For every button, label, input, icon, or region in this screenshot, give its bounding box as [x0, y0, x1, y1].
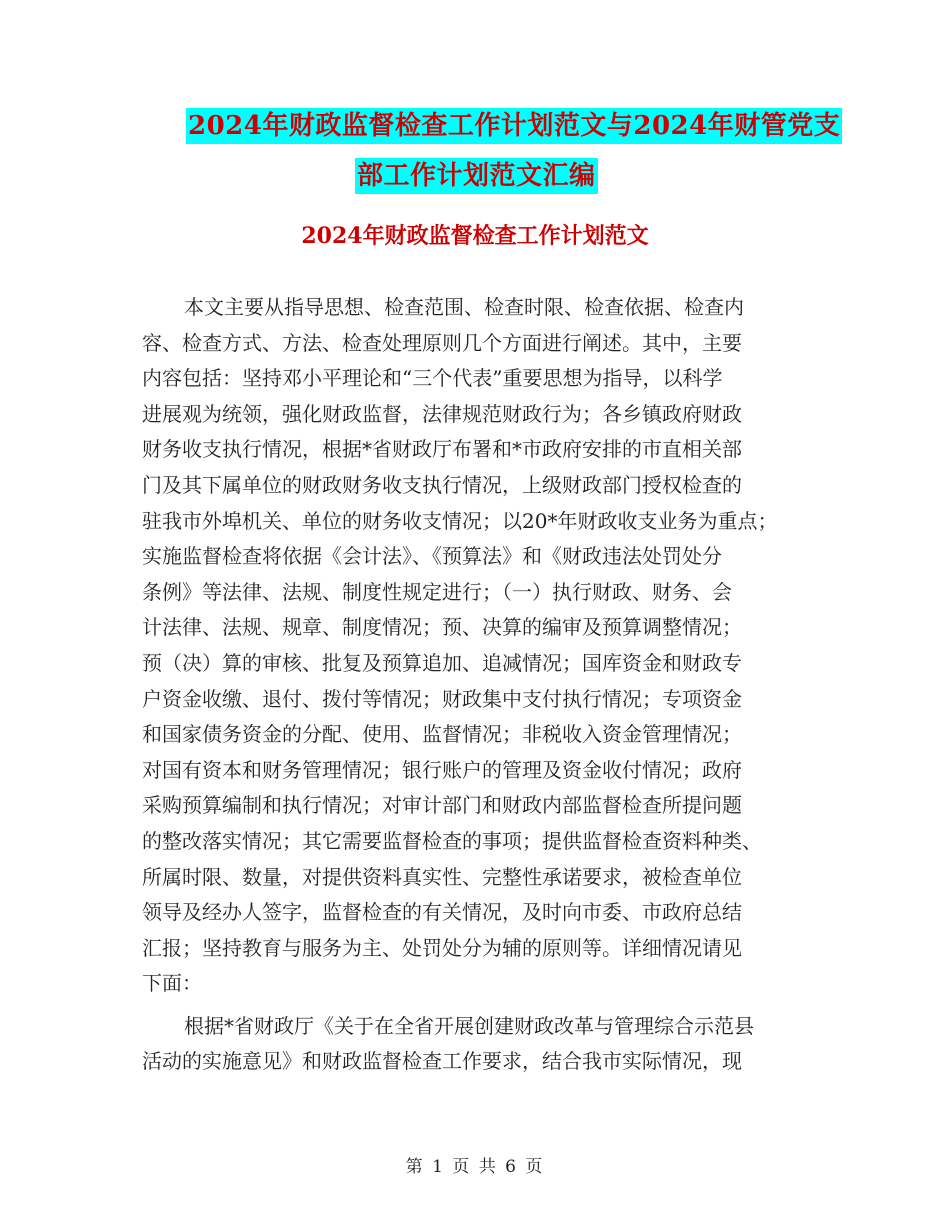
- text-line: 根据*省财政厅《关于在全省开展创建财政改革与管理综合示范县: [184, 1013, 754, 1038]
- body-text: [142, 290, 818, 1080]
- text-line: 活动的实施意见》和财政监督检查工作要求，结合我市实际情况，现: [142, 1049, 742, 1074]
- text-line: 实施监督检查将依据《会计法》、《预算法》和《财政违法处罚处分: [142, 544, 722, 569]
- text-line: 条例》等法律、法规、制度性规定进行；（一）执行财政、财务、会: [142, 579, 732, 604]
- text-line: 对国有资本和财务管理情况；银行账户的管理及资金收付情况；政府: [142, 757, 742, 782]
- text-line: 采购预算编制和执行情况；对审计部门和财政内部监督检查所提问题: [142, 793, 742, 818]
- text-line: 本文主要从指导思想、检查范围、检查时限、检查依据、检查内: [184, 295, 744, 319]
- text-line: 门及其下属单位的财政财务收支执行情况，上级财政部门授权检查的: [142, 472, 742, 497]
- text-line: 下面：: [142, 971, 202, 996]
- text-line: 进展观为统领，强化财政监督，法律规范财政行为；各乡镇政府财政: [142, 401, 742, 426]
- page-footer: 第 1 页 共 6 页: [405, 1157, 545, 1177]
- text-line: 户资金收缴、退付、拨付等情况；财政集中支付执行情况；专项资金: [142, 686, 742, 711]
- title-line-2: 部工作计划范文汇编: [355, 158, 598, 194]
- text-line: 驻我市外埠机关、单位的财务收支情况；以20*年财政收支业务为重点；: [142, 508, 778, 533]
- text-line: 所属时限、数量，对提供资料真实性、完整性承诺要求，被检查单位: [142, 864, 742, 889]
- text-line: 汇报；坚持教育与服务为主、处罚处分为辅的原则等。详细情况请见: [142, 935, 742, 960]
- text-line: 的整改落实情况；其它需要监督检查的事项；提供监督检查资料种类、: [142, 828, 762, 853]
- text-line: 财务收支执行情况，根据*省财政厅布署和*市政府安排的市直相关部: [142, 437, 742, 462]
- text-line: 预（决）算的审核、批复及预算追加、追减情况；国库资金和财政专: [142, 650, 742, 675]
- text-line: 内容包括：坚持邓小平理论和“三个代表”重要思想为指导，以科学: [142, 366, 723, 391]
- paragraph-1: [142, 290, 818, 1002]
- text-line: 领导及经办人签字，监督检查的有关情况，及时向市委、市政府总结: [142, 900, 742, 925]
- text-line: 容、检查方式、方法、检查处理原则几个方面进行阐述。其中，主要: [142, 330, 742, 355]
- text-line: 计法律、法规、规章、制度情况；预、决算的编审及预算调整情况；: [142, 615, 742, 640]
- section-heading: 2024年财政监督检查工作计划范文: [301, 223, 649, 249]
- paragraph-2: [142, 1009, 818, 1080]
- text-line: 和国家债务资金的分配、使用、监督情况；非税收入资金管理情况；: [142, 722, 742, 747]
- title-line-1: 2024年财政监督检查工作计划范文与2024年财管党支: [186, 108, 842, 144]
